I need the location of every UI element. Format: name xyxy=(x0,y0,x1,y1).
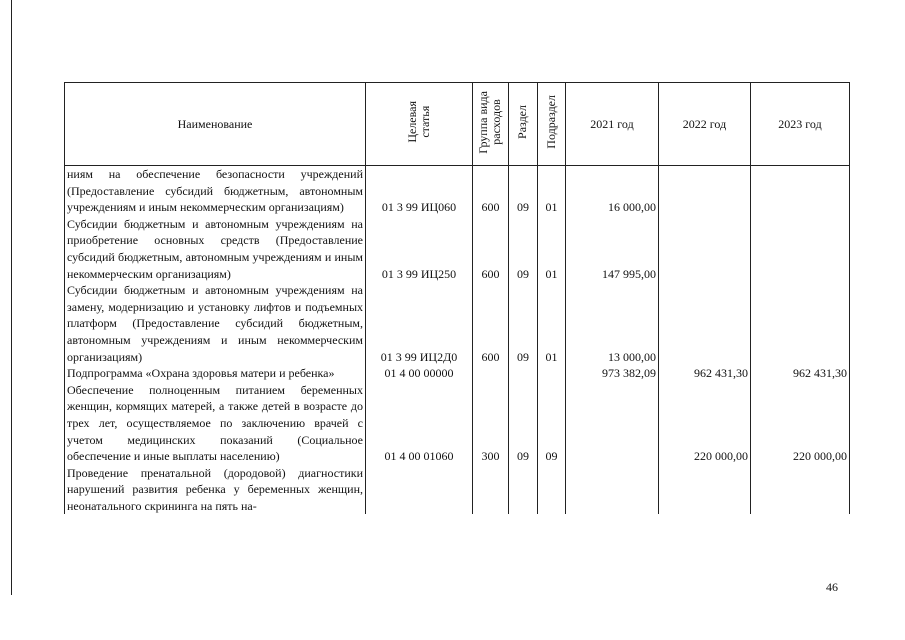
header-2023: 2023 год xyxy=(751,83,850,166)
row-name: Проведение пренатальной (дородовой) диагностики нарушений развития ребенка у беременных женщин, неонатального скрининга на пять на- xyxy=(65,465,366,515)
row-section: 09 xyxy=(509,216,538,282)
row-2021: 147 995,00 xyxy=(566,216,659,282)
row-code: 01 3 99 ИЦ060 xyxy=(366,166,473,216)
row-section: 09 xyxy=(509,382,538,465)
row-2023 xyxy=(751,465,850,515)
row-2023 xyxy=(751,216,850,282)
header-expense-group: Группа вида расходов xyxy=(473,83,509,166)
row-2023: 962 431,30 xyxy=(751,365,850,382)
row-subsection xyxy=(538,465,566,515)
row-2022: 962 431,30 xyxy=(659,365,751,382)
row-code: 01 4 00 00000 xyxy=(366,365,473,382)
row-group: 600 xyxy=(473,166,509,216)
row-name: Подпрограмма «Охрана здоровья матери и ребенка» xyxy=(65,365,366,382)
table-row xyxy=(65,216,850,282)
row-2021: 973 382,09 xyxy=(566,365,659,382)
table-row xyxy=(65,282,850,365)
row-subsection xyxy=(538,365,566,382)
row-2022 xyxy=(659,465,751,515)
row-group: 300 xyxy=(473,382,509,465)
row-name: Обеспечение полноценным питанием беременных женщин, кормящих матерей, а также детей в возрасте до трех лет, осуществляемое по заключению врачей с учетом медицинских показаний (Социальное обеспечение и иные выплаты населению) xyxy=(65,382,366,465)
page-edge-line xyxy=(11,0,12,595)
page-number: 46 xyxy=(826,580,838,594)
row-code: 01 4 00 01060 xyxy=(366,382,473,465)
row-2021: 13 000,00 xyxy=(566,282,659,365)
row-subsection: 01 xyxy=(538,216,566,282)
row-name: Субсидии бюджетным и автономным учреждениям на замену, модернизацию и установку лифтов и подъемных платформ (Предоставление субсидий бюджетным, автономным учреждениям и иным некоммерческим организациям) xyxy=(65,282,366,365)
row-group: 600 xyxy=(473,216,509,282)
row-name: Субсидии бюджетным и автономным учреждениям на приобретение основных средств (Предоставление субсидий бюджетным, автономным учреждениям и иным некоммерческим организациям) xyxy=(65,216,366,282)
row-subsection: 01 xyxy=(538,166,566,216)
row-section xyxy=(509,465,538,515)
row-2021 xyxy=(566,382,659,465)
budget-table xyxy=(64,82,850,514)
row-2022 xyxy=(659,282,751,365)
row-code: 01 3 99 ИЦ250 xyxy=(366,216,473,282)
row-2022 xyxy=(659,216,751,282)
header-name: Наименование xyxy=(65,83,366,166)
table-row xyxy=(65,365,850,382)
row-subsection: 09 xyxy=(538,382,566,465)
row-group: 600 xyxy=(473,282,509,365)
row-2021 xyxy=(566,465,659,515)
row-name: ниям на обеспечение безопасности учреждений (Предоставление субсидий бюджетным, автономным учреждениям и иным некоммерческим организациям) xyxy=(65,166,366,216)
header-2022: 2022 год xyxy=(659,83,751,166)
header-section: Раздел xyxy=(509,83,538,166)
row-2021: 16 000,00 xyxy=(566,166,659,216)
header-2021: 2021 год xyxy=(566,83,659,166)
table-row xyxy=(65,382,850,465)
header-subsection: Подраздел xyxy=(538,83,566,166)
table-header-row xyxy=(65,83,850,166)
row-section: 09 xyxy=(509,166,538,216)
row-section: 09 xyxy=(509,282,538,365)
row-subsection: 01 xyxy=(538,282,566,365)
header-target-article: Целевая статья xyxy=(366,83,473,166)
row-code xyxy=(366,465,473,515)
row-2023: 220 000,00 xyxy=(751,382,850,465)
row-2023 xyxy=(751,166,850,216)
row-2022 xyxy=(659,166,751,216)
row-group xyxy=(473,465,509,515)
row-2023 xyxy=(751,282,850,365)
row-group xyxy=(473,365,509,382)
row-code: 01 3 99 ИЦ2Д0 xyxy=(366,282,473,365)
row-section xyxy=(509,365,538,382)
table-row xyxy=(65,465,850,515)
table-row xyxy=(65,166,850,216)
row-2022: 220 000,00 xyxy=(659,382,751,465)
